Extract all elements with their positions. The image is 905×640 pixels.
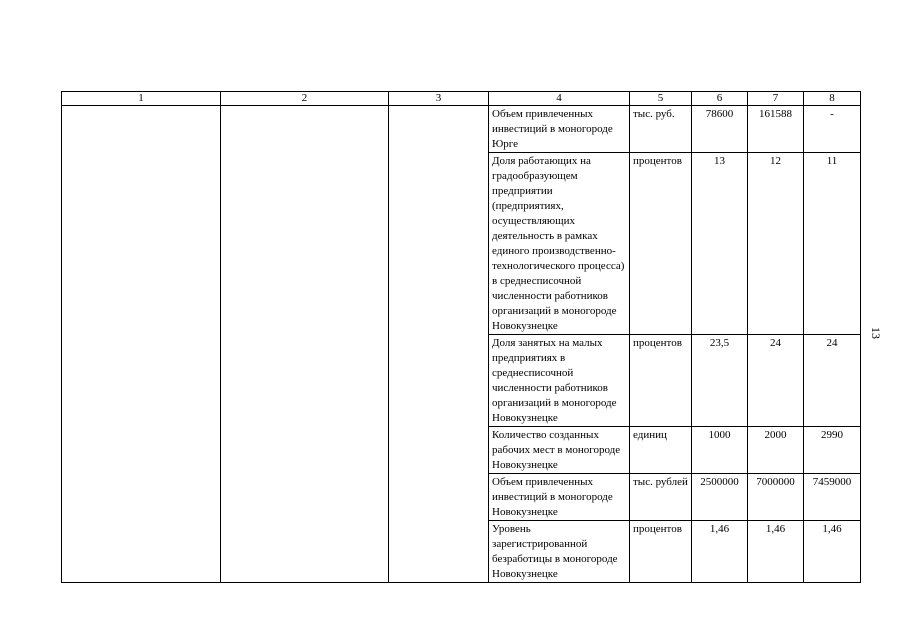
- indicator-name: Количество созданных рабочих мест в моногороде Новокузнецке: [489, 427, 630, 474]
- value-cell: 1,46: [748, 521, 804, 583]
- unit-cell: процентов: [630, 153, 692, 335]
- indicator-name: Доля работающих на градообразующем предприятии (предприятиях, осуществляющих деятельность в рамках единого производственно-технологического процесса) в среднесписочной численности работников организаций в моногороде Новокузнецке: [489, 153, 630, 335]
- indicator-name: Уровень зарегистрированной безработицы в моногороде Новокузнецке: [489, 521, 630, 583]
- value-cell: 1,46: [804, 521, 861, 583]
- column-header: 5: [630, 92, 692, 106]
- column-header: 4: [489, 92, 630, 106]
- value-cell: 12: [748, 153, 804, 335]
- value-cell: 7459000: [804, 474, 861, 521]
- empty-cell-col2: [221, 106, 389, 583]
- indicator-name: Доля занятых на малых предприятиях в среднесписочной численности работников организаций в моногороде Новокузнецке: [489, 335, 630, 427]
- value-cell: 2000: [748, 427, 804, 474]
- column-header: 3: [389, 92, 489, 106]
- value-cell: 78600: [692, 106, 748, 153]
- value-cell: -: [804, 106, 861, 153]
- table-header-row: [62, 92, 861, 106]
- unit-cell: тыс. рублей: [630, 474, 692, 521]
- value-cell: 7000000: [748, 474, 804, 521]
- indicator-name: Объем привлеченных инвестиций в моногороде Юрге: [489, 106, 630, 153]
- value-cell: 11: [804, 153, 861, 335]
- table-row: [62, 106, 861, 153]
- value-cell: 13: [692, 153, 748, 335]
- value-cell: 2990: [804, 427, 861, 474]
- column-header: 7: [748, 92, 804, 106]
- value-cell: 1000: [692, 427, 748, 474]
- page-number: 13: [869, 327, 883, 339]
- unit-cell: процентов: [630, 521, 692, 583]
- value-cell: 1,46: [692, 521, 748, 583]
- indicator-name: Объем привлеченных инвестиций в моногороде Новокузнецке: [489, 474, 630, 521]
- column-header: 1: [62, 92, 221, 106]
- unit-cell: единиц: [630, 427, 692, 474]
- value-cell: 161588: [748, 106, 804, 153]
- value-cell: 24: [748, 335, 804, 427]
- empty-cell-col3: [389, 106, 489, 583]
- indicators-table: [61, 91, 861, 583]
- value-cell: 24: [804, 335, 861, 427]
- column-header: 8: [804, 92, 861, 106]
- column-header: 2: [221, 92, 389, 106]
- value-cell: 2500000: [692, 474, 748, 521]
- unit-cell: процентов: [630, 335, 692, 427]
- value-cell: 23,5: [692, 335, 748, 427]
- empty-cell-col1: [62, 106, 221, 583]
- unit-cell: тыс. руб.: [630, 106, 692, 153]
- column-header: 6: [692, 92, 748, 106]
